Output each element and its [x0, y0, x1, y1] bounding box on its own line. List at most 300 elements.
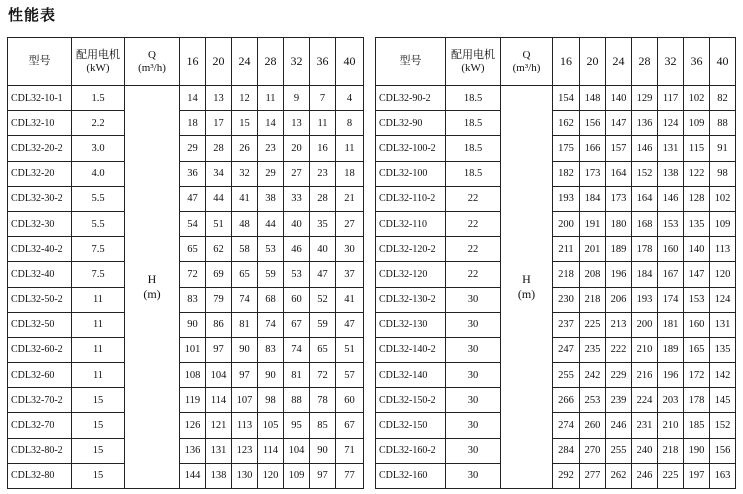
model-cell: CDL32-20-2: [8, 136, 72, 161]
motor-power-cell: 30: [446, 413, 501, 438]
head-value-cell: 210: [632, 337, 658, 362]
motor-power-cell: 15: [72, 438, 125, 463]
model-cell: CDL32-10-1: [8, 86, 72, 111]
head-value-cell: 79: [206, 287, 232, 312]
head-value-cell: 206: [606, 287, 632, 312]
head-value-cell: 59: [310, 312, 336, 337]
head-value-cell: 40: [310, 237, 336, 262]
table-row: [376, 262, 736, 287]
table-row: [8, 312, 364, 337]
motor-power-cell: 30: [446, 463, 501, 488]
head-value-cell: 153: [658, 211, 684, 236]
flow-value-header: 32: [658, 38, 684, 86]
head-value-cell: 101: [180, 337, 206, 362]
head-value-cell: 105: [258, 413, 284, 438]
head-value-cell: 184: [580, 186, 606, 211]
motor-power-header-label: 配用电机: [451, 48, 495, 61]
model-header: 型号: [376, 38, 446, 86]
head-value-cell: 136: [632, 111, 658, 136]
table-row: [8, 337, 364, 362]
head-value-cell: 65: [180, 237, 206, 262]
head-value-cell: 128: [684, 186, 710, 211]
head-value-cell: 67: [284, 312, 310, 337]
model-cell: CDL32-90: [376, 111, 446, 136]
head-value-cell: 193: [632, 287, 658, 312]
head-value-cell: 270: [580, 438, 606, 463]
model-cell: CDL32-40-2: [8, 237, 72, 262]
head-value-cell: 51: [206, 211, 232, 236]
head-value-cell: 253: [580, 388, 606, 413]
head-value-cell: 74: [258, 312, 284, 337]
head-value-cell: 8: [336, 111, 364, 136]
head-value-cell: 11: [310, 111, 336, 136]
motor-power-cell: 22: [446, 262, 501, 287]
table-row: [376, 136, 736, 161]
flow-value-header: 16: [180, 38, 206, 86]
flow-value-header: 36: [684, 38, 710, 86]
head-value-cell: 196: [658, 363, 684, 388]
head-value-cell: 18: [180, 111, 206, 136]
motor-power-cell: 18.5: [446, 111, 501, 136]
head-value-cell: 153: [684, 287, 710, 312]
head-value-cell: 274: [553, 413, 580, 438]
head-value-cell: 53: [258, 237, 284, 262]
head-value-cell: 216: [632, 363, 658, 388]
model-cell: CDL32-160-2: [376, 438, 446, 463]
table-row: [376, 363, 736, 388]
head-value-cell: 18: [336, 161, 364, 186]
motor-power-header-unit: (kW): [461, 61, 485, 74]
head-value-cell: 65: [310, 337, 336, 362]
head-value-cell: 225: [580, 312, 606, 337]
head-value-cell: 203: [658, 388, 684, 413]
head-value-cell: 218: [580, 287, 606, 312]
table-row: [376, 161, 736, 186]
motor-power-cell: 30: [446, 438, 501, 463]
head-value-cell: 130: [232, 463, 258, 488]
model-cell: CDL32-150-2: [376, 388, 446, 413]
head-value-cell: 86: [206, 312, 232, 337]
head-value-cell: 60: [284, 287, 310, 312]
motor-power-cell: 15: [72, 463, 125, 488]
motor-power-cell: 11: [72, 337, 125, 362]
head-value-cell: 231: [632, 413, 658, 438]
head-value-cell: 292: [553, 463, 580, 488]
head-value-cell: 131: [206, 438, 232, 463]
model-cell: CDL32-60: [8, 363, 72, 388]
head-value-cell: 129: [632, 86, 658, 111]
model-header: 型号: [8, 38, 72, 86]
head-value-cell: 240: [632, 438, 658, 463]
head-value-cell: 37: [336, 262, 364, 287]
model-cell: CDL32-150: [376, 413, 446, 438]
head-value-cell: 47: [336, 312, 364, 337]
motor-power-cell: 18.5: [446, 86, 501, 111]
flow-header: [125, 38, 180, 86]
head-value-cell: 44: [258, 211, 284, 236]
head-value-cell: 109: [710, 211, 736, 236]
head-value-cell: 7: [310, 86, 336, 111]
flow-header-label: Q: [148, 48, 156, 61]
head-value-cell: 136: [180, 438, 206, 463]
head-value-cell: 14: [180, 86, 206, 111]
head-value-cell: 60: [336, 388, 364, 413]
head-value-cell: 255: [553, 363, 580, 388]
head-value-cell: 131: [710, 312, 736, 337]
head-value-cell: 4: [336, 86, 364, 111]
model-cell: CDL32-100: [376, 161, 446, 186]
head-value-cell: 160: [684, 312, 710, 337]
head-value-cell: 88: [284, 388, 310, 413]
model-cell: CDL32-70-2: [8, 388, 72, 413]
head-value-cell: 210: [658, 413, 684, 438]
head-value-cell: 157: [606, 136, 632, 161]
head-value-cell: 54: [180, 211, 206, 236]
head-value-cell: 173: [580, 161, 606, 186]
head-value-cell: 81: [232, 312, 258, 337]
head-value-cell: 17: [206, 111, 232, 136]
head-value-cell: 246: [606, 413, 632, 438]
head-value-cell: 107: [232, 388, 258, 413]
head-value-cell: 266: [553, 388, 580, 413]
model-cell: CDL32-50: [8, 312, 72, 337]
head-value-cell: 148: [580, 86, 606, 111]
motor-power-cell: 11: [72, 363, 125, 388]
head-value-cell: 29: [180, 136, 206, 161]
model-cell: CDL32-100-2: [376, 136, 446, 161]
table-row: [376, 438, 736, 463]
motor-power-cell: 4.0: [72, 161, 125, 186]
table-row: [8, 136, 364, 161]
model-cell: CDL32-90-2: [376, 86, 446, 111]
head-value-cell: 9: [284, 86, 310, 111]
head-value-cell: 144: [180, 463, 206, 488]
head-value-cell: 113: [232, 413, 258, 438]
head-value-cell: 30: [336, 237, 364, 262]
performance-table-right: [375, 37, 736, 489]
head-value-cell: 32: [232, 161, 258, 186]
head-value-cell: 184: [632, 262, 658, 287]
motor-power-cell: 5.5: [72, 211, 125, 236]
head-value-cell: 21: [336, 186, 364, 211]
model-cell: CDL32-30-2: [8, 186, 72, 211]
head-value-cell: 124: [710, 287, 736, 312]
head-value-cell: 97: [232, 363, 258, 388]
head-value-cell: 46: [284, 237, 310, 262]
head-value-cell: 167: [658, 262, 684, 287]
motor-power-cell: 7.5: [72, 262, 125, 287]
head-value-cell: 260: [580, 413, 606, 438]
head-value-cell: 208: [580, 262, 606, 287]
head-value-cell: 135: [684, 211, 710, 236]
table-row: [8, 186, 364, 211]
motor-power-cell: 1.5: [72, 86, 125, 111]
head-value-cell: 27: [336, 211, 364, 236]
head-value-cell: 147: [606, 111, 632, 136]
head-value-cell: 117: [658, 86, 684, 111]
head-value-cell: 23: [310, 161, 336, 186]
head-value-cell: 57: [336, 363, 364, 388]
head-value-cell: 142: [710, 363, 736, 388]
head-value-cell: 218: [658, 438, 684, 463]
head-value-cell: 196: [606, 262, 632, 287]
head-value-cell: 65: [232, 262, 258, 287]
table-row: [376, 413, 736, 438]
motor-power-cell: 22: [446, 211, 501, 236]
head-value-cell: 53: [284, 262, 310, 287]
flow-value-header: 28: [258, 38, 284, 86]
motor-power-cell: 22: [446, 186, 501, 211]
flow-header-unit: (m³/h): [138, 61, 166, 74]
table-row: [8, 388, 364, 413]
head-value-cell: 145: [710, 388, 736, 413]
head-value-cell: 201: [580, 237, 606, 262]
head-value-cell: 47: [180, 186, 206, 211]
table-row: [376, 388, 736, 413]
table-row: [376, 312, 736, 337]
head-value-cell: 26: [232, 136, 258, 161]
motor-power-cell: 30: [446, 337, 501, 362]
head-value-cell: 102: [684, 86, 710, 111]
head-value-cell: 69: [206, 262, 232, 287]
head-value-cell: 114: [206, 388, 232, 413]
head-value-cell: 35: [310, 211, 336, 236]
head-value-cell: 68: [258, 287, 284, 312]
head-value-cell: 193: [553, 186, 580, 211]
head-value-cell: 48: [232, 211, 258, 236]
head-value-cell: 78: [310, 388, 336, 413]
head-value-cell: 191: [580, 211, 606, 236]
flow-value-header: 24: [606, 38, 632, 86]
head-unit: (m): [143, 287, 161, 301]
head-value-cell: 189: [606, 237, 632, 262]
table-row: [376, 337, 736, 362]
head-value-cell: 114: [258, 438, 284, 463]
head-value-cell: 122: [684, 161, 710, 186]
head-value-cell: 138: [658, 161, 684, 186]
flow-value-header: 36: [310, 38, 336, 86]
head-value-cell: 83: [258, 337, 284, 362]
flow-value-header: 32: [284, 38, 310, 86]
head-value-cell: 140: [684, 237, 710, 262]
head-value-cell: 119: [180, 388, 206, 413]
head-column-cell: [125, 86, 180, 489]
head-value-cell: 154: [553, 86, 580, 111]
head-value-cell: 123: [232, 438, 258, 463]
head-value-cell: 109: [684, 111, 710, 136]
model-cell: CDL32-40: [8, 262, 72, 287]
head-value-cell: 166: [580, 136, 606, 161]
head-value-cell: 97: [310, 463, 336, 488]
head-value-cell: 74: [232, 287, 258, 312]
head-value-cell: 13: [206, 86, 232, 111]
head-value-cell: 67: [336, 413, 364, 438]
head-value-cell: 164: [632, 186, 658, 211]
head-value-cell: 98: [710, 161, 736, 186]
table-header-row: [376, 38, 736, 86]
head-value-cell: 74: [284, 337, 310, 362]
model-cell: CDL32-140: [376, 363, 446, 388]
head-label: H: [147, 272, 157, 286]
model-cell: CDL32-120-2: [376, 237, 446, 262]
head-value-cell: 115: [684, 136, 710, 161]
motor-power-cell: 3.0: [72, 136, 125, 161]
head-value-cell: 246: [632, 463, 658, 488]
table-row: [8, 86, 364, 111]
head-value-cell: 104: [206, 363, 232, 388]
table-row: [376, 463, 736, 488]
head-value-cell: 222: [606, 337, 632, 362]
motor-power-cell: 15: [72, 413, 125, 438]
head-value-cell: 90: [180, 312, 206, 337]
head-value-cell: 126: [180, 413, 206, 438]
motor-power-cell: 18.5: [446, 161, 501, 186]
flow-value-header: 40: [710, 38, 736, 86]
head-value-cell: 38: [258, 186, 284, 211]
head-value-cell: 175: [553, 136, 580, 161]
head-value-cell: 109: [284, 463, 310, 488]
table-row: [8, 211, 364, 236]
head-value-cell: 58: [232, 237, 258, 262]
head-value-cell: 147: [684, 262, 710, 287]
head-value-cell: 160: [658, 237, 684, 262]
head-value-cell: 104: [284, 438, 310, 463]
head-value-cell: 41: [336, 287, 364, 312]
head-value-cell: 72: [310, 363, 336, 388]
head-value-cell: 14: [258, 111, 284, 136]
head-value-cell: 162: [553, 111, 580, 136]
head-value-cell: 121: [206, 413, 232, 438]
head-value-cell: 168: [632, 211, 658, 236]
model-cell: CDL32-20: [8, 161, 72, 186]
head-value-cell: 152: [710, 413, 736, 438]
head-value-cell: 178: [632, 237, 658, 262]
head-label: H: [522, 272, 531, 286]
head-value-cell: 197: [684, 463, 710, 488]
head-value-cell: 135: [710, 337, 736, 362]
head-value-cell: 91: [710, 136, 736, 161]
flow-header-label: Q: [522, 48, 531, 61]
head-value-cell: 152: [632, 161, 658, 186]
head-value-cell: 255: [606, 438, 632, 463]
motor-power-cell: 11: [72, 312, 125, 337]
motor-power-cell: 2.2: [72, 111, 125, 136]
table-row: [8, 463, 364, 488]
head-value-cell: 146: [658, 186, 684, 211]
table-row: [376, 287, 736, 312]
head-value-cell: 33: [284, 186, 310, 211]
head-value-cell: 23: [258, 136, 284, 161]
head-value-cell: 11: [336, 136, 364, 161]
head-value-cell: 190: [684, 438, 710, 463]
model-cell: CDL32-130: [376, 312, 446, 337]
motor-power-cell: 15: [72, 388, 125, 413]
table-row: [8, 363, 364, 388]
head-value-cell: 156: [580, 111, 606, 136]
head-value-cell: 40: [284, 211, 310, 236]
head-value-cell: 262: [606, 463, 632, 488]
head-value-cell: 102: [710, 186, 736, 211]
head-value-cell: 77: [336, 463, 364, 488]
flow-value-header: 28: [632, 38, 658, 86]
head-value-cell: 83: [180, 287, 206, 312]
head-value-cell: 120: [710, 262, 736, 287]
head-value-cell: 230: [553, 287, 580, 312]
head-value-cell: 81: [284, 363, 310, 388]
table-row: [376, 186, 736, 211]
model-cell: CDL32-60-2: [8, 337, 72, 362]
head-value-cell: 189: [658, 337, 684, 362]
head-value-cell: 12: [232, 86, 258, 111]
head-value-cell: 11: [258, 86, 284, 111]
flow-value-header: 16: [553, 38, 580, 86]
head-value-cell: 51: [336, 337, 364, 362]
head-value-cell: 218: [553, 262, 580, 287]
motor-power-cell: 30: [446, 312, 501, 337]
model-cell: CDL32-160: [376, 463, 446, 488]
head-unit: (m): [517, 287, 536, 301]
head-value-cell: 200: [632, 312, 658, 337]
flow-value-header: 20: [206, 38, 232, 86]
head-value-cell: 211: [553, 237, 580, 262]
table-row: [8, 161, 364, 186]
motor-power-cell: 22: [446, 237, 501, 262]
head-value-cell: 165: [684, 337, 710, 362]
model-cell: CDL32-30: [8, 211, 72, 236]
table-row: [8, 237, 364, 262]
motor-power-cell: 11: [72, 287, 125, 312]
flow-header: [501, 38, 553, 86]
model-cell: CDL32-10: [8, 111, 72, 136]
head-value-cell: 52: [310, 287, 336, 312]
model-cell: CDL32-80: [8, 463, 72, 488]
head-value-cell: 156: [710, 438, 736, 463]
head-value-cell: 90: [310, 438, 336, 463]
head-value-cell: 95: [284, 413, 310, 438]
table-row: [8, 413, 364, 438]
head-value-cell: 182: [553, 161, 580, 186]
motor-power-header: [446, 38, 501, 86]
model-cell: CDL32-130-2: [376, 287, 446, 312]
head-value-cell: 71: [336, 438, 364, 463]
page-title: 性能表: [8, 6, 57, 24]
head-value-cell: 85: [310, 413, 336, 438]
head-value-cell: 124: [658, 111, 684, 136]
head-value-cell: 28: [206, 136, 232, 161]
flow-value-header: 24: [232, 38, 258, 86]
head-value-cell: 181: [658, 312, 684, 337]
head-value-cell: 247: [553, 337, 580, 362]
model-cell: CDL32-120: [376, 262, 446, 287]
head-value-cell: 239: [606, 388, 632, 413]
head-value-cell: 224: [632, 388, 658, 413]
flow-value-header: 40: [336, 38, 364, 86]
model-cell: CDL32-80-2: [8, 438, 72, 463]
head-value-cell: 131: [658, 136, 684, 161]
table-row: [376, 111, 736, 136]
head-value-cell: 172: [684, 363, 710, 388]
head-value-cell: 140: [606, 86, 632, 111]
head-value-cell: 13: [284, 111, 310, 136]
head-value-cell: 229: [606, 363, 632, 388]
head-value-cell: 180: [606, 211, 632, 236]
motor-power-cell: 30: [446, 363, 501, 388]
table-row: [376, 86, 736, 111]
head-value-cell: 44: [206, 186, 232, 211]
head-value-cell: 47: [310, 262, 336, 287]
head-value-cell: 185: [684, 413, 710, 438]
head-value-cell: 34: [206, 161, 232, 186]
